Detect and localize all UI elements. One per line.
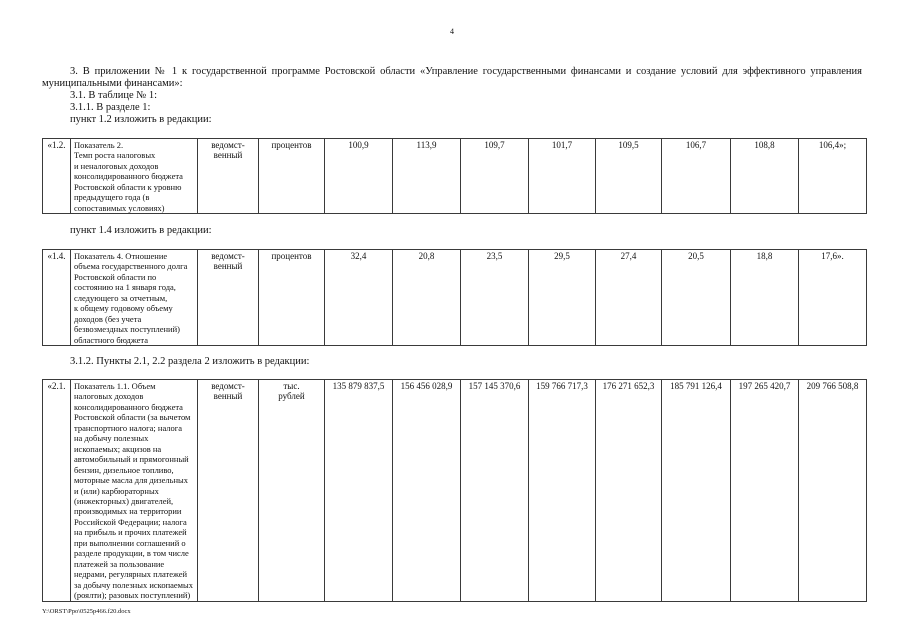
indicator-table — [42, 138, 867, 214]
cell-unit: процентов — [259, 250, 325, 346]
cell-value: 23,5 — [461, 250, 529, 346]
cell-value: 101,7 — [529, 139, 596, 214]
instruction-item-1-2: пункт 1.2 изложить в редакции: — [70, 114, 212, 125]
cell-value: 106,7 — [662, 139, 731, 214]
item-3-1-1-heading: 3.1.1. В разделе 1: — [70, 102, 151, 113]
cell-indicator-type: ведомст- венный — [198, 380, 259, 602]
indicator-table — [42, 379, 867, 602]
cell-value: 109,7 — [461, 139, 529, 214]
cell-value: 108,8 — [731, 139, 799, 214]
cell-indicator-type: ведомст- венный — [198, 250, 259, 346]
table-item-1-4 — [42, 249, 867, 346]
cell-indicator-name: Показатель 1.1. Объем налоговых доходов консолидированного бюджета Ростовской области (за вычетом транспортного налога; налога на добычу полезных ископаемых; акцизов на автомобильный и прямогонный бензин, дизельное топливо, моторные масла для дизельных и (или) карбюраторных (инжекторных) двигателей, производимых на территории Российской Федерации; налога на прибыль и прочих платежей при выполнении соглашений о разделе продукции, в том числе платежей за пользование недрами, регулярных платежей за добычу полезных ископаемых (роялти); разовых поступлений) — [71, 380, 198, 602]
cell-value: 100,9 — [325, 139, 393, 214]
cell-value: 157 145 370,6 — [461, 380, 529, 602]
cell-value: 185 791 126,4 — [662, 380, 731, 602]
cell-value: 18,8 — [731, 250, 799, 346]
cell-indicator-type: ведомст- венный — [198, 139, 259, 214]
cell-item-number: «2.1. — [43, 380, 71, 602]
cell-value: 109,5 — [596, 139, 662, 214]
cell-value: 156 456 028,9 — [393, 380, 461, 602]
cell-unit: процентов — [259, 139, 325, 214]
cell-value: 209 766 508,8 — [799, 380, 867, 602]
table-item-1-2 — [42, 138, 867, 214]
cell-value: 20,8 — [393, 250, 461, 346]
item-3-1-2-heading: 3.1.2. Пункты 2.1, 2.2 раздела 2 изложить в редакции: — [70, 356, 310, 367]
cell-value: 176 271 652,3 — [596, 380, 662, 602]
cell-value: 197 265 420,7 — [731, 380, 799, 602]
footer-file-path: Y:\ORST\Ppo\0525p466.f20.docx — [42, 608, 131, 615]
cell-value: 20,5 — [662, 250, 731, 346]
intro-line-2: муниципальными финансами»: — [42, 78, 183, 89]
cell-indicator-name: Показатель 2. Темп роста налоговых и неналоговых доходов консолидированного бюджета Ростовской области к уровню предыдущего года (в сопоставимых условиях) — [71, 139, 198, 214]
indicator-table — [42, 249, 867, 346]
cell-value: 27,4 — [596, 250, 662, 346]
instruction-item-1-4: пункт 1.4 изложить в редакции: — [70, 225, 212, 236]
cell-value: 17,6». — [799, 250, 867, 346]
cell-value: 135 879 837,5 — [325, 380, 393, 602]
cell-item-number: «1.4. — [43, 250, 71, 346]
cell-item-number: «1.2. — [43, 139, 71, 214]
table-row — [43, 380, 867, 602]
cell-value: 113,9 — [393, 139, 461, 214]
cell-value: 32,4 — [325, 250, 393, 346]
page-number: 4 — [450, 27, 454, 36]
table-row — [43, 250, 867, 346]
cell-indicator-name: Показатель 4. Отношение объема государственного долга Ростовской области по состоянию на 1 января года, следующего за отчетным, к общему годовому объему доходов (без учета безвозмездных поступлений) областного бюджета — [71, 250, 198, 346]
cell-unit: тыс. рублей — [259, 380, 325, 602]
item-3-1-heading: 3.1. В таблице № 1: — [70, 90, 158, 101]
cell-value: 106,4»; — [799, 139, 867, 214]
table-row — [43, 139, 867, 214]
intro-line-1: 3. В приложении № 1 к государственной программе Ростовской области «Управление государственными финансами и создание условий для эффективного управления — [70, 66, 862, 77]
table-item-2-1 — [42, 379, 867, 602]
cell-value: 29,5 — [529, 250, 596, 346]
cell-value: 159 766 717,3 — [529, 380, 596, 602]
